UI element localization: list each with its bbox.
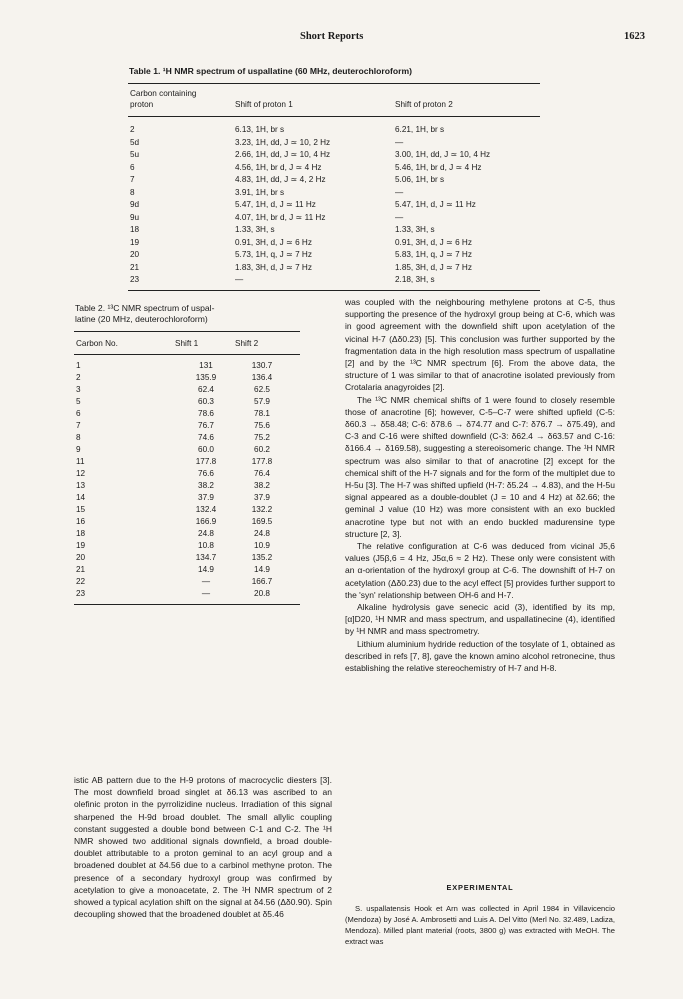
table2-cell: 166.9 xyxy=(195,517,217,526)
page-number: 1623 xyxy=(624,31,645,42)
table2-cell: 9 xyxy=(76,445,81,454)
table2-cell: 37.9 xyxy=(198,493,214,502)
table2-cell: 38.2 xyxy=(254,481,270,490)
table2-cell: 75.2 xyxy=(254,433,270,442)
table2-cell: 23 xyxy=(76,589,86,598)
table2-cell: 75.6 xyxy=(254,421,270,430)
table2-cell: 14 xyxy=(76,493,86,502)
table2-cell: 15 xyxy=(76,505,86,514)
table2-row xyxy=(76,360,300,372)
table2-cell: 60.0 xyxy=(198,445,214,454)
table2-cell: 169.5 xyxy=(251,517,273,526)
table1-row xyxy=(130,162,540,174)
table1-bottom-rule xyxy=(128,290,540,291)
right-paragraph-2: The ¹³C NMR chemical shifts of 1 were found to closely resemble those of anacrotine [6]; however, C-5–C-7 were shifted upfield (C-5: δ60.3 → δ58.48; C-6: δ78.6 → δ74.77 and C-7: δ76.7 → δ75.49), and C-3 and C-16 were shifted downfield (C-3: δ62.4 → δ63.57 and C-16: δ166.4 → δ169.58), suggesting a stereoisomeric change. The ¹H NMR spectrum was also similar to that of anacrotine [2] except for the chemical shift of the H-7 signals and for the form of the multiplet due to H-5u [3]. The H-7 was shifted upfield (H-7: δ5.24 → 4.83), and the H-5u signal appeared as a double-doublet (J = 10 and 4 Hz) at δ2.66; the geminal J value (10 Hz) was more consistent with an exo buckled anacrotine type but not with an endo buckled madurensine type structure [2, 3]. xyxy=(345,394,615,539)
table2-cell: 62.4 xyxy=(198,385,214,394)
table2-cell: 76.6 xyxy=(198,469,214,478)
table2-row xyxy=(76,480,300,492)
table2-cell: 57.9 xyxy=(254,397,270,406)
table1-cell: 2.66, 1H, dd, J ≃ 10, 4 Hz xyxy=(235,150,331,159)
table1-row xyxy=(130,149,540,161)
table2-cell: 177.8 xyxy=(195,457,217,466)
table2-row xyxy=(76,564,300,576)
table2-cell: 62.5 xyxy=(254,385,270,394)
table1-cell: 18 xyxy=(130,225,140,234)
table2-cell: 177.8 xyxy=(251,457,273,466)
table1-cell: 0.91, 3H, d, J ≃ 6 Hz xyxy=(235,237,312,247)
table2-cell: 24.8 xyxy=(198,529,214,538)
table2-row xyxy=(76,384,300,396)
table1-cell: 5.06, 1H, br s xyxy=(395,175,445,184)
table2-cell: 19 xyxy=(76,541,86,550)
table2-row xyxy=(76,444,300,456)
table2-cell: 16 xyxy=(76,517,86,526)
table2-caption-line2: latine (20 MHz, deuterochloroform) xyxy=(75,314,208,324)
table2-header-carbon: Carbon No. xyxy=(76,339,118,348)
table1-row xyxy=(130,137,540,149)
table2-cell: 76.7 xyxy=(198,421,214,430)
table2-cell: 6 xyxy=(76,409,81,418)
right-paragraph-3: The relative configuration at C-6 was deduced from vicinal J5,6 values (J5β,6 = 4 Hz, J5α,6 ≈ 2 Hz). These only were consistent with an α-orientation of the hydroxyl group at C-6. The downshift of H-7 on acetylation (Δδ0.23) due to the acyl effect [5] provides further support to the 'syn' relationship between OH-6 and H-7. xyxy=(345,541,615,600)
right-paragraph-4: Alkaline hydrolysis gave senecic acid (3), identified by its mp, [α]D20, ¹H NMR and mass spectrum, and uspallatinecine (4), identified by ¹H NMR and mass spectrometry. xyxy=(345,602,615,637)
table2-top-rule xyxy=(74,331,300,332)
table2-cell: 130.7 xyxy=(251,361,273,370)
table1-cell: 5.83, 1H, q, J ≃ 7 Hz xyxy=(395,250,472,259)
table1-cell: 19 xyxy=(130,237,140,247)
table2-cell: 20.8 xyxy=(254,589,270,598)
table2-cell: 135.2 xyxy=(251,553,273,562)
table2-row xyxy=(76,588,300,600)
table1-cell: — xyxy=(395,137,404,147)
table1-cell: 21 xyxy=(130,262,140,272)
table2-cell: 38.2 xyxy=(198,481,214,490)
table1-row xyxy=(130,124,540,136)
table2-row xyxy=(76,492,300,504)
table1-header-proton-b: proton xyxy=(130,100,154,109)
journal-header: Short Reports xyxy=(300,31,364,42)
table2-cell: 78.6 xyxy=(198,409,214,418)
table1-cell: 9u xyxy=(130,212,140,222)
table2-cell: 135.9 xyxy=(195,373,217,382)
table2-cell: 3 xyxy=(76,385,81,394)
table1-cell: — xyxy=(395,212,404,222)
table2-row xyxy=(76,396,300,408)
table1-row xyxy=(130,224,540,236)
table1-row xyxy=(130,249,540,261)
table1-cell: 8 xyxy=(130,187,135,197)
table1-cell: 1.33, 3H, s xyxy=(395,225,435,234)
table2-cell: 14.9 xyxy=(254,565,270,574)
table1-cell: — xyxy=(235,275,244,284)
table2-cell: 13 xyxy=(76,481,86,490)
table2-header-shift1: Shift 1 xyxy=(175,339,199,348)
table1-cell: 5d xyxy=(130,137,140,147)
table2-cell: 134.7 xyxy=(195,553,217,562)
table1-cell: 5.73, 1H, q, J ≃ 7 Hz xyxy=(235,250,312,259)
table1-cell: 4.56, 1H, br d, J ≃ 4 Hz xyxy=(235,162,322,172)
table1-header-shift1: Shift of proton 1 xyxy=(235,100,293,109)
table1-row xyxy=(130,199,540,211)
table2-row xyxy=(76,408,300,420)
table2-row xyxy=(76,540,300,552)
table2-cell: 132.4 xyxy=(195,505,217,514)
table1-cell: 3.23, 1H, dd, J ≃ 10, 2 Hz xyxy=(235,137,331,147)
table2-cell: 2 xyxy=(76,373,81,382)
table1-row xyxy=(130,262,540,274)
table2-body xyxy=(76,360,300,600)
table1-cell: 1.85, 3H, d, J ≃ 7 Hz xyxy=(395,262,472,272)
table1-header-proton-a: Carbon containing xyxy=(130,89,197,98)
experimental-paragraph: S. uspallatensis Hook et Arn was collected in April 1984 in Villavicencio (Mendoza) by José A. Ambrosetti and Luis A. Del Vitto (Merl No. 32.489, Ladiza, Mendoza). Milled plant material (roots, 3800 g) was extracted with MeOH. The extract was xyxy=(345,904,615,946)
table1-cell: 6 xyxy=(130,162,135,172)
table2-cell: 24.8 xyxy=(254,529,270,538)
table1-body xyxy=(130,124,540,287)
table2-cell: 78.1 xyxy=(254,409,270,418)
table2-cell: 12 xyxy=(76,469,86,478)
table1-cell: 6.21, 1H, br s xyxy=(395,125,445,134)
right-column xyxy=(345,296,615,674)
right-paragraph-1: was coupled with the neighbouring methylene protons at C-5, thus supporting the presence of the hydroxyl group being at C-6, which was in good agreement with the downfield shift upon acetylation of the vicinal H-7 (Δδ0.23) [5]. This conclusion was further supported by the fragmentation data in the high resolution mass spectrum of uspallatine [2] and by the ¹³C NMR spectrum [6]. From the above data, the structure of 1 was similar to that of anacrotine isolated previously from Crotalaria anagyroides [2]. xyxy=(345,297,615,393)
table2-cell: 60.2 xyxy=(254,445,270,454)
table2-cell: 37.9 xyxy=(254,493,270,502)
table1-cell: 5.47, 1H, d, J ≃ 11 Hz xyxy=(395,200,476,209)
table2-cell: 136.4 xyxy=(251,373,273,382)
table2-cell: — xyxy=(201,589,211,598)
table2-bottom-rule xyxy=(74,604,300,605)
table2-row xyxy=(76,456,300,468)
table2-cell: 132.2 xyxy=(251,505,273,514)
table2-row xyxy=(76,528,300,540)
table1-cell: 3.91, 1H, br s xyxy=(235,187,285,197)
table1-cell: 4.07, 1H, br d, J ≃ 11 Hz xyxy=(235,212,326,222)
table2-row xyxy=(76,516,300,528)
table2-cell: 7 xyxy=(76,421,81,430)
table2-cell: 22 xyxy=(76,577,86,586)
table2-header-rule xyxy=(74,354,300,355)
table1-header-shift2: Shift of proton 2 xyxy=(395,100,453,109)
table1-cell: 9d xyxy=(130,200,140,209)
table1-cell: 20 xyxy=(130,250,140,259)
table1-cell: 3.00, 1H, dd, J ≃ 10, 4 Hz xyxy=(395,150,491,159)
table1-cell: 0.91, 3H, d, J ≃ 6 Hz xyxy=(395,237,472,247)
table1-cell: 1.33, 3H, s xyxy=(235,225,275,234)
table2-cell: 76.4 xyxy=(254,469,270,478)
table1-cell: 2 xyxy=(130,125,135,134)
table1-cell: 2.18, 3H, s xyxy=(395,275,435,284)
table1-row xyxy=(130,212,540,224)
table2-row xyxy=(76,432,300,444)
table1-row xyxy=(130,237,540,249)
table2-row xyxy=(76,504,300,516)
table2-cell: 131 xyxy=(199,361,213,370)
table2-cell: 10.8 xyxy=(198,541,214,550)
table2-row xyxy=(76,468,300,480)
table1-caption: Table 1. ¹H NMR spectrum of uspallatine (60 MHz, deuterochloroform) xyxy=(129,66,412,76)
table2-cell: 20 xyxy=(76,553,86,562)
table2-cell: 10.9 xyxy=(254,541,270,550)
table2-cell: 74.6 xyxy=(198,433,214,442)
table1-cell: 4.83, 1H, dd, J ≃ 4, 2 Hz xyxy=(235,175,326,184)
table2-row xyxy=(76,552,300,564)
table1-cell: 23 xyxy=(130,275,140,284)
table2-cell: 1 xyxy=(76,361,81,370)
right-paragraph-5: Lithium aluminium hydride reduction of the tosylate of 1, obtained as described in refs [7, 8], gave the known amino alcohol retronecine, thus establishing the relative stereochemistry of H-7 and H-8. xyxy=(345,638,615,674)
table2-cell: 60.3 xyxy=(198,397,214,406)
table2-row xyxy=(76,420,300,432)
table2-cell: — xyxy=(201,577,211,586)
table1-header-rule xyxy=(128,116,540,117)
table2-row xyxy=(76,576,300,588)
table1-row xyxy=(130,187,540,199)
table1-cell: 1.83, 3H, d, J ≃ 7 Hz xyxy=(235,262,312,272)
table2-cell: 14.9 xyxy=(198,565,214,574)
table1-row xyxy=(130,274,540,286)
table2-cell: 8 xyxy=(76,433,81,442)
table1-cell: — xyxy=(395,187,404,197)
section-experimental-title: EXPERIMENTAL xyxy=(446,883,514,892)
table2-cell: 11 xyxy=(76,457,85,466)
table1-row xyxy=(130,174,540,186)
table2-caption-line1: Table 2. ¹³C NMR spectrum of uspal- xyxy=(75,303,215,313)
table1-cell: 5u xyxy=(130,150,140,159)
table1-top-rule xyxy=(128,83,540,84)
table1-cell: 5.47, 1H, d, J ≃ 11 Hz xyxy=(235,200,316,209)
table2-cell: 21 xyxy=(76,565,86,574)
table2-cell: 5 xyxy=(76,397,81,406)
table1-cell: 7 xyxy=(130,175,135,184)
left-column-text: istic AB pattern due to the H-9 protons of macrocyclic diesters [3]. The most downfield broad singlet at δ6.13 was ascribed to an olefinic proton in the pyrrolizidine nucleus. Irradiation of this signal sharpened the H-9d broad doublet. The small allylic coupling constant suggested a double bond between C-1 and C-2. The ¹H NMR showed two additional signals downfield, a broad double-doublet attributable to a proton geminal to an acyl group and a broadened doublet at δ4.56 due to a carbinol methyne proton. The presence of a secondary hydroxyl group was confirmed by acetylation to give a monoacetate, 2. The ¹H NMR spectrum of 2 showed a typical acylation shift on the signal at δ4.56 (Δδ0.90). Spin decoupling showed that the broadened doublet at δ5.46 xyxy=(74,775,332,920)
table2-cell: 166.7 xyxy=(251,577,273,586)
table2-header-shift2: Shift 2 xyxy=(235,339,259,348)
table1-cell: 6.13, 1H, br s xyxy=(235,125,285,134)
table2-cell: 18 xyxy=(76,529,86,538)
table1-cell: 5.46, 1H, br d, J ≃ 4 Hz xyxy=(395,162,482,172)
table2-row xyxy=(76,372,300,384)
